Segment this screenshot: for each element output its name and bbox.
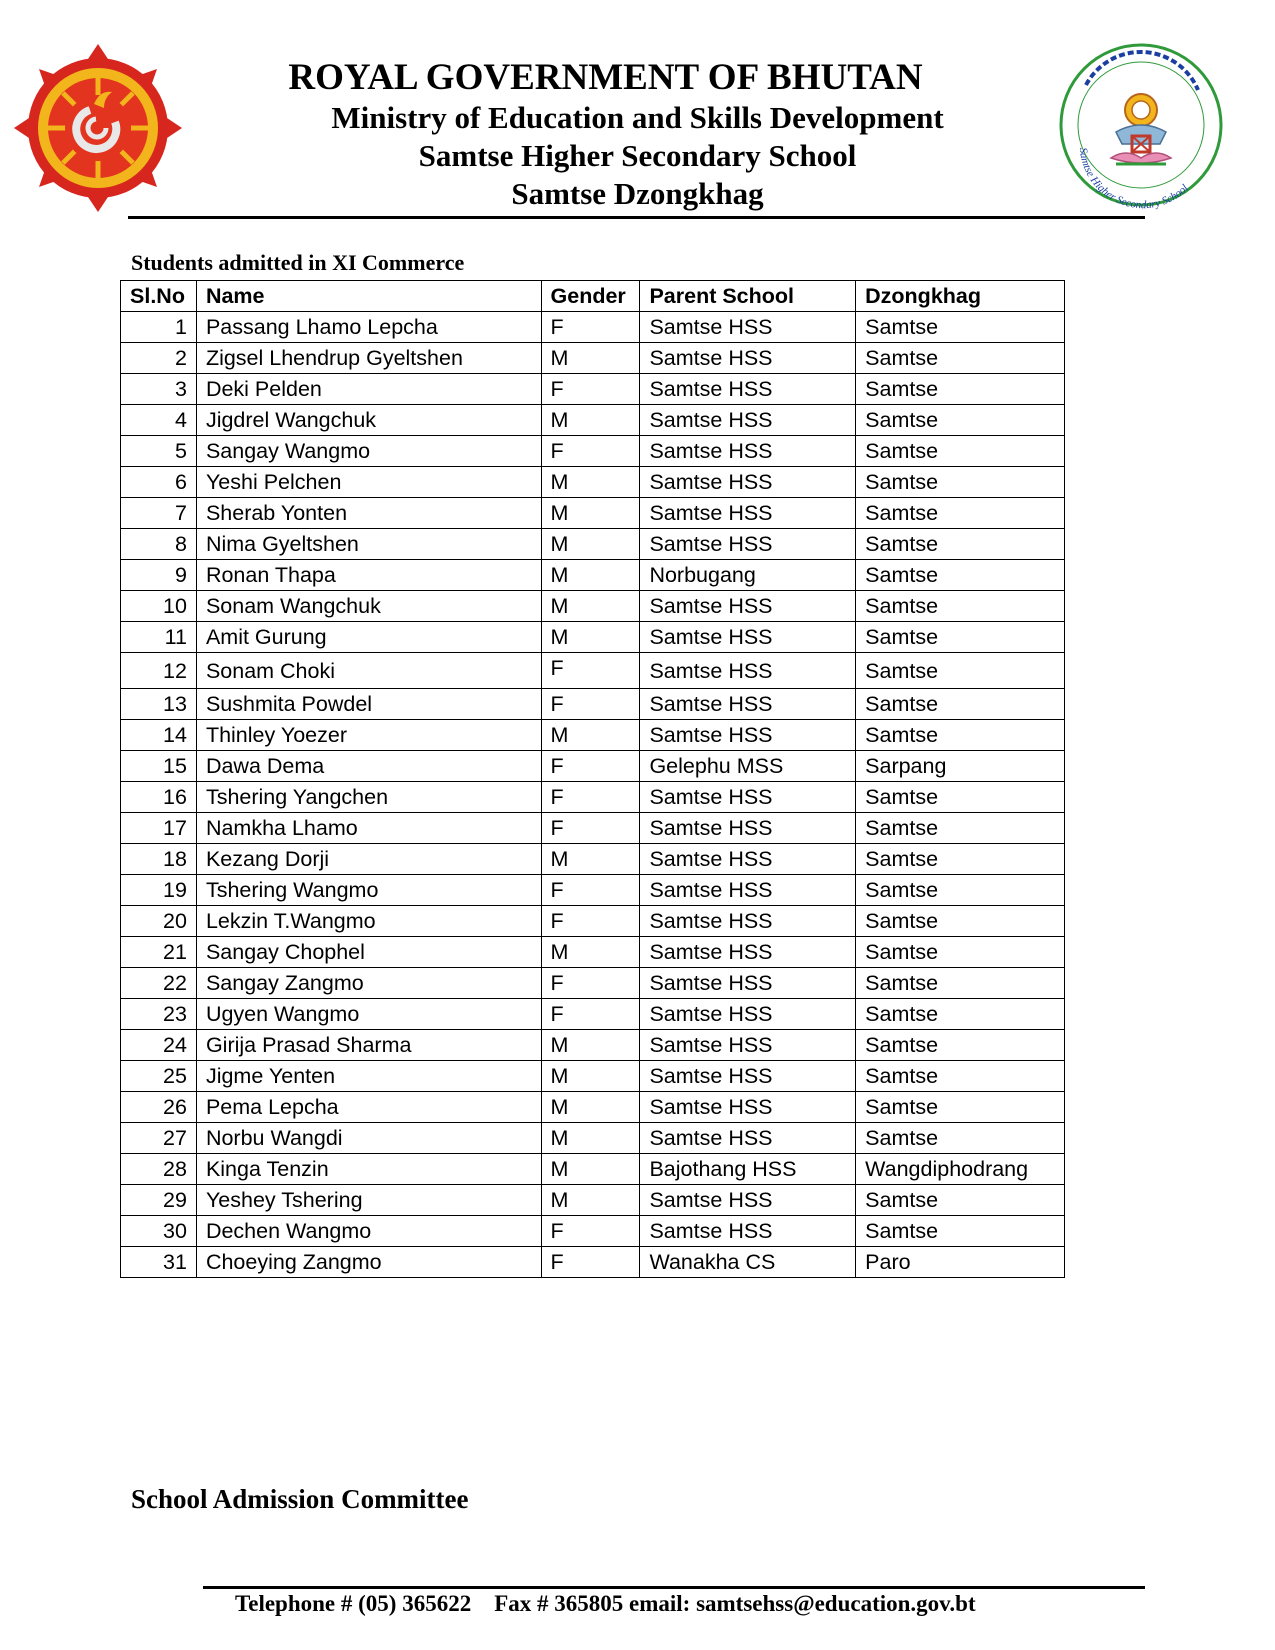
table-row: [121, 591, 1065, 622]
cell-gender: F: [541, 653, 640, 689]
cell-parent-school: Samtse HSS: [640, 374, 856, 405]
cell-parent-school: Samtse HSS: [640, 1185, 856, 1216]
cell-gender: M: [541, 1092, 640, 1123]
cell-slno: 16: [121, 782, 197, 813]
cell-dzongkhag: Samtse: [856, 782, 1065, 813]
cell-dzongkhag: Samtse: [856, 560, 1065, 591]
cell-name: Deki Pelden: [196, 374, 541, 405]
cell-slno: 15: [121, 751, 197, 782]
cell-slno: 26: [121, 1092, 197, 1123]
cell-dzongkhag: Samtse: [856, 529, 1065, 560]
cell-name: Choeying Zangmo: [196, 1247, 541, 1278]
table-row: [121, 875, 1065, 906]
cell-gender: M: [541, 529, 640, 560]
cell-gender: M: [541, 591, 640, 622]
cell-name: Sangay Chophel: [196, 937, 541, 968]
cell-dzongkhag: Samtse: [856, 343, 1065, 374]
cell-name: Tshering Wangmo: [196, 875, 541, 906]
cell-dzongkhag: Samtse: [856, 1216, 1065, 1247]
cell-name: Tshering Yangchen: [196, 782, 541, 813]
cell-dzongkhag: Samtse: [856, 813, 1065, 844]
table-row: [121, 751, 1065, 782]
cell-parent-school: Bajothang HSS: [640, 1154, 856, 1185]
cell-dzongkhag: Samtse: [856, 906, 1065, 937]
cell-parent-school: Samtse HSS: [640, 720, 856, 751]
table-row: [121, 1030, 1065, 1061]
admitted-students-table: [120, 280, 1065, 1278]
cell-parent-school: Samtse HSS: [640, 689, 856, 720]
cell-gender: M: [541, 844, 640, 875]
footer-divider: [203, 1586, 1145, 1589]
column-header-slno: Sl.No: [121, 281, 197, 312]
cell-name: Sushmita Powdel: [196, 689, 541, 720]
cell-name: Namkha Lhamo: [196, 813, 541, 844]
cell-name: Dawa Dema: [196, 751, 541, 782]
cell-name: Ugyen Wangmo: [196, 999, 541, 1030]
table-row: [121, 937, 1065, 968]
cell-gender: M: [541, 937, 640, 968]
government-title: ROYAL GOVERNMENT OF BHUTAN: [288, 57, 923, 98]
table-row: [121, 529, 1065, 560]
cell-name: Amit Gurung: [196, 622, 541, 653]
cell-parent-school: Samtse HSS: [640, 1061, 856, 1092]
cell-name: Jigdrel Wangchuk: [196, 405, 541, 436]
cell-name: Pema Lepcha: [196, 1092, 541, 1123]
cell-slno: 8: [121, 529, 197, 560]
cell-parent-school: Samtse HSS: [640, 591, 856, 622]
cell-gender: F: [541, 1216, 640, 1247]
cell-gender: M: [541, 720, 640, 751]
cell-parent-school: Wanakha CS: [640, 1247, 856, 1278]
table-row: [121, 405, 1065, 436]
cell-parent-school: Norbugang: [640, 560, 856, 591]
table-row: [121, 689, 1065, 720]
table-row: [121, 1092, 1065, 1123]
cell-slno: 14: [121, 720, 197, 751]
cell-gender: F: [541, 1247, 640, 1278]
cell-gender: M: [541, 1185, 640, 1216]
table-row: [121, 653, 1065, 689]
column-header-parent-school: Parent School: [640, 281, 856, 312]
list-title: Students admitted in XI Commerce: [131, 250, 465, 275]
cell-gender: M: [541, 467, 640, 498]
cell-parent-school: Gelephu MSS: [640, 751, 856, 782]
cell-parent-school: Samtse HSS: [640, 312, 856, 343]
footer-contact: [235, 1591, 976, 1617]
cell-name: Yeshey Tshering: [196, 1185, 541, 1216]
cell-parent-school: Samtse HSS: [640, 968, 856, 999]
cell-gender: F: [541, 906, 640, 937]
cell-slno: 23: [121, 999, 197, 1030]
cell-gender: M: [541, 560, 640, 591]
cell-parent-school: Samtse HSS: [640, 529, 856, 560]
cell-dzongkhag: Samtse: [856, 436, 1065, 467]
cell-gender: F: [541, 751, 640, 782]
cell-dzongkhag: Sarpang: [856, 751, 1065, 782]
cell-dzongkhag: Samtse: [856, 844, 1065, 875]
table-row: [121, 343, 1065, 374]
cell-gender: F: [541, 782, 640, 813]
cell-gender: M: [541, 622, 640, 653]
cell-gender: M: [541, 1030, 640, 1061]
cell-dzongkhag: Samtse: [856, 937, 1065, 968]
cell-gender: F: [541, 813, 640, 844]
table-body: [121, 312, 1065, 1278]
cell-slno: 22: [121, 968, 197, 999]
table-row: [121, 999, 1065, 1030]
cell-dzongkhag: Samtse: [856, 591, 1065, 622]
cell-parent-school: Samtse HSS: [640, 937, 856, 968]
column-header-dzongkhag: Dzongkhag: [856, 281, 1065, 312]
cell-slno: 7: [121, 498, 197, 529]
cell-parent-school: Samtse HSS: [640, 1092, 856, 1123]
dzongkhag-title: Samtse Dzongkhag: [511, 176, 764, 211]
cell-parent-school: Samtse HSS: [640, 343, 856, 374]
table-row: [121, 560, 1065, 591]
cell-slno: 30: [121, 1216, 197, 1247]
table-row: [121, 813, 1065, 844]
table-row: [121, 436, 1065, 467]
cell-parent-school: Samtse HSS: [640, 1123, 856, 1154]
cell-gender: F: [541, 312, 640, 343]
cell-name: Lekzin T.Wangmo: [196, 906, 541, 937]
cell-gender: F: [541, 875, 640, 906]
cell-name: Sangay Zangmo: [196, 968, 541, 999]
cell-name: Thinley Yoezer: [196, 720, 541, 751]
cell-slno: 9: [121, 560, 197, 591]
cell-slno: 2: [121, 343, 197, 374]
cell-slno: 18: [121, 844, 197, 875]
cell-dzongkhag: Samtse: [856, 1061, 1065, 1092]
cell-dzongkhag: Samtse: [856, 312, 1065, 343]
cell-gender: F: [541, 374, 640, 405]
cell-parent-school: Samtse HSS: [640, 467, 856, 498]
cell-dzongkhag: Samtse: [856, 1092, 1065, 1123]
cell-parent-school: Samtse HSS: [640, 844, 856, 875]
cell-dzongkhag: Samtse: [856, 374, 1065, 405]
cell-name: Zigsel Lhendrup Gyeltshen: [196, 343, 541, 374]
cell-name: Jigme Yenten: [196, 1061, 541, 1092]
column-header-name: Name: [196, 281, 541, 312]
cell-name: Kezang Dorji: [196, 844, 541, 875]
cell-slno: 17: [121, 813, 197, 844]
cell-name: Sangay Wangmo: [196, 436, 541, 467]
cell-slno: 29: [121, 1185, 197, 1216]
seal-text: Samtse Higher Secondary School: [1076, 147, 1191, 210]
cell-name: Sonam Choki: [196, 653, 541, 689]
cell-parent-school: Samtse HSS: [640, 813, 856, 844]
cell-parent-school: Samtse HSS: [640, 1030, 856, 1061]
cell-dzongkhag: Samtse: [856, 968, 1065, 999]
cell-parent-school: Samtse HSS: [640, 405, 856, 436]
cell-slno: 11: [121, 622, 197, 653]
cell-slno: 3: [121, 374, 197, 405]
table-row: [121, 1154, 1065, 1185]
cell-slno: 4: [121, 405, 197, 436]
cell-dzongkhag: Samtse: [856, 875, 1065, 906]
cell-parent-school: Samtse HSS: [640, 906, 856, 937]
cell-dzongkhag: Samtse: [856, 653, 1065, 689]
cell-dzongkhag: Samtse: [856, 405, 1065, 436]
cell-parent-school: Samtse HSS: [640, 875, 856, 906]
cell-parent-school: Samtse HSS: [640, 622, 856, 653]
table-row: [121, 498, 1065, 529]
column-header-gender: Gender: [541, 281, 640, 312]
cell-name: Sonam Wangchuk: [196, 591, 541, 622]
cell-slno: 25: [121, 1061, 197, 1092]
footer-telephone: Telephone # (05) 365622: [235, 1591, 472, 1616]
school-title: Samtse Higher Secondary School: [418, 138, 857, 173]
cell-dzongkhag: Samtse: [856, 689, 1065, 720]
cell-slno: 12: [121, 653, 197, 689]
cell-name: Girija Prasad Sharma: [196, 1030, 541, 1061]
cell-dzongkhag: Samtse: [856, 1030, 1065, 1061]
cell-dzongkhag: Samtse: [856, 720, 1065, 751]
cell-gender: F: [541, 968, 640, 999]
table-row: [121, 720, 1065, 751]
cell-name: Nima Gyeltshen: [196, 529, 541, 560]
header-divider: [128, 216, 1145, 219]
cell-slno: 19: [121, 875, 197, 906]
cell-gender: M: [541, 1123, 640, 1154]
cell-slno: 31: [121, 1247, 197, 1278]
table-row: [121, 844, 1065, 875]
cell-gender: M: [541, 498, 640, 529]
cell-parent-school: Samtse HSS: [640, 498, 856, 529]
cell-name: Norbu Wangdi: [196, 1123, 541, 1154]
cell-name: Kinga Tenzin: [196, 1154, 541, 1185]
cell-parent-school: Samtse HSS: [640, 1216, 856, 1247]
cell-dzongkhag: Samtse: [856, 999, 1065, 1030]
table-row: [121, 622, 1065, 653]
cell-dzongkhag: Samtse: [856, 498, 1065, 529]
cell-slno: 13: [121, 689, 197, 720]
cell-dzongkhag: Samtse: [856, 467, 1065, 498]
cell-dzongkhag: Samtse: [856, 1123, 1065, 1154]
table-row: [121, 374, 1065, 405]
table-row: [121, 1061, 1065, 1092]
table-row: [121, 1185, 1065, 1216]
cell-slno: 27: [121, 1123, 197, 1154]
cell-parent-school: Samtse HSS: [640, 653, 856, 689]
cell-slno: 24: [121, 1030, 197, 1061]
cell-gender: M: [541, 1154, 640, 1185]
table-row: [121, 1123, 1065, 1154]
table-row: [121, 782, 1065, 813]
cell-name: Yeshi Pelchen: [196, 467, 541, 498]
footer-fax: Fax # 365805: [494, 1591, 624, 1616]
cell-slno: 6: [121, 467, 197, 498]
cell-parent-school: Samtse HSS: [640, 999, 856, 1030]
ministry-title: Ministry of Education and Skills Development: [331, 100, 944, 135]
cell-dzongkhag: Wangdiphodrang: [856, 1154, 1065, 1185]
cell-slno: 21: [121, 937, 197, 968]
cell-name: Passang Lhamo Lepcha: [196, 312, 541, 343]
cell-name: Dechen Wangmo: [196, 1216, 541, 1247]
cell-slno: 20: [121, 906, 197, 937]
table-row: [121, 467, 1065, 498]
cell-gender: F: [541, 689, 640, 720]
cell-dzongkhag: Samtse: [856, 1185, 1065, 1216]
cell-gender: M: [541, 343, 640, 374]
cell-gender: M: [541, 1061, 640, 1092]
cell-slno: 5: [121, 436, 197, 467]
cell-name: Sherab Yonten: [196, 498, 541, 529]
table-row: [121, 968, 1065, 999]
footer-email: email: samtsehss@education.gov.bt: [629, 1591, 976, 1616]
cell-slno: 28: [121, 1154, 197, 1185]
table-row: [121, 1247, 1065, 1278]
signatory: School Admission Committee: [131, 1484, 469, 1514]
cell-parent-school: Samtse HSS: [640, 436, 856, 467]
table-header-row: [121, 281, 1065, 312]
table-row: [121, 1216, 1065, 1247]
table-row: [121, 906, 1065, 937]
cell-gender: F: [541, 999, 640, 1030]
cell-dzongkhag: Paro: [856, 1247, 1065, 1278]
cell-dzongkhag: Samtse: [856, 622, 1065, 653]
cell-parent-school: Samtse HSS: [640, 782, 856, 813]
cell-name: Ronan Thapa: [196, 560, 541, 591]
cell-gender: F: [541, 436, 640, 467]
cell-slno: 1: [121, 312, 197, 343]
table-row: [121, 312, 1065, 343]
cell-gender: M: [541, 405, 640, 436]
cell-slno: 10: [121, 591, 197, 622]
